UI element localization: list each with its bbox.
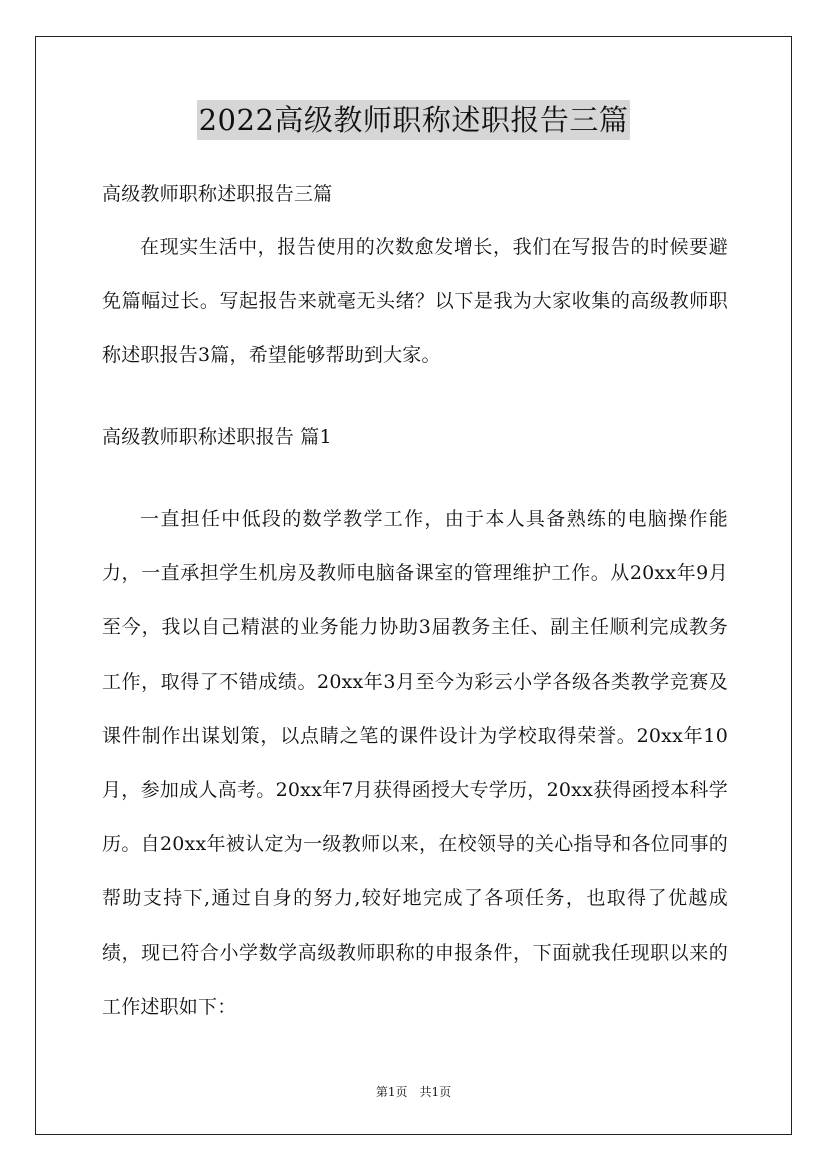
title-container (0, 100, 827, 140)
section-heading (102, 410, 728, 464)
intro-paragraph (102, 220, 728, 383)
intro-text: 在现实生活中，报告使用的次数愈发增长，我们在写报告的时候要避免篇幅过长。写起报告来就毫无头绪？以下是我为大家收集的高级教师职称述职报告3篇，希望能够帮助到大家。 (102, 236, 728, 367)
page-number: 第1页 (375, 1085, 408, 1099)
section-heading-text: 高级教师职称述职报告 篇1 (102, 426, 332, 448)
section-paragraph (102, 492, 728, 1034)
subtitle-text: 高级教师职称述职报告三篇 (102, 183, 333, 205)
page-footer (0, 1083, 827, 1100)
page-total: 共1页 (419, 1085, 452, 1099)
section-paragraph-text: 一直担任中低段的数学教学工作，由于本人具备熟练的电脑操作能力，一直承担学生机房及教师电脑备课室的管理维护工作。从20xx年9月至今，我以自己精湛的业务能力协助3届教务主任、副主任顺利完成教务工作，取得了不错成绩。20xx年3月至今为彩云小学各级各类教学竞赛及课件制作出谋划策，以点睛之笔的课件设计为学校取得荣誉。20xx年10月，参加成人高考。20xx年7月获得函授大专学历，20xx获得函授本科学历。自20xx年被认定为一级教师以来，在校领导的关心指导和各位同事的帮助支持下,通过自身的努力,较好地完成了各项任务，也取得了优越成绩，现已符合小学数学高级教师职称的申报条件，下面就我任现职以来的工作述职如下： (102, 508, 728, 1018)
document-subtitle (102, 167, 728, 221)
document-title: 2022高级教师职称述职报告三篇 (197, 100, 631, 140)
